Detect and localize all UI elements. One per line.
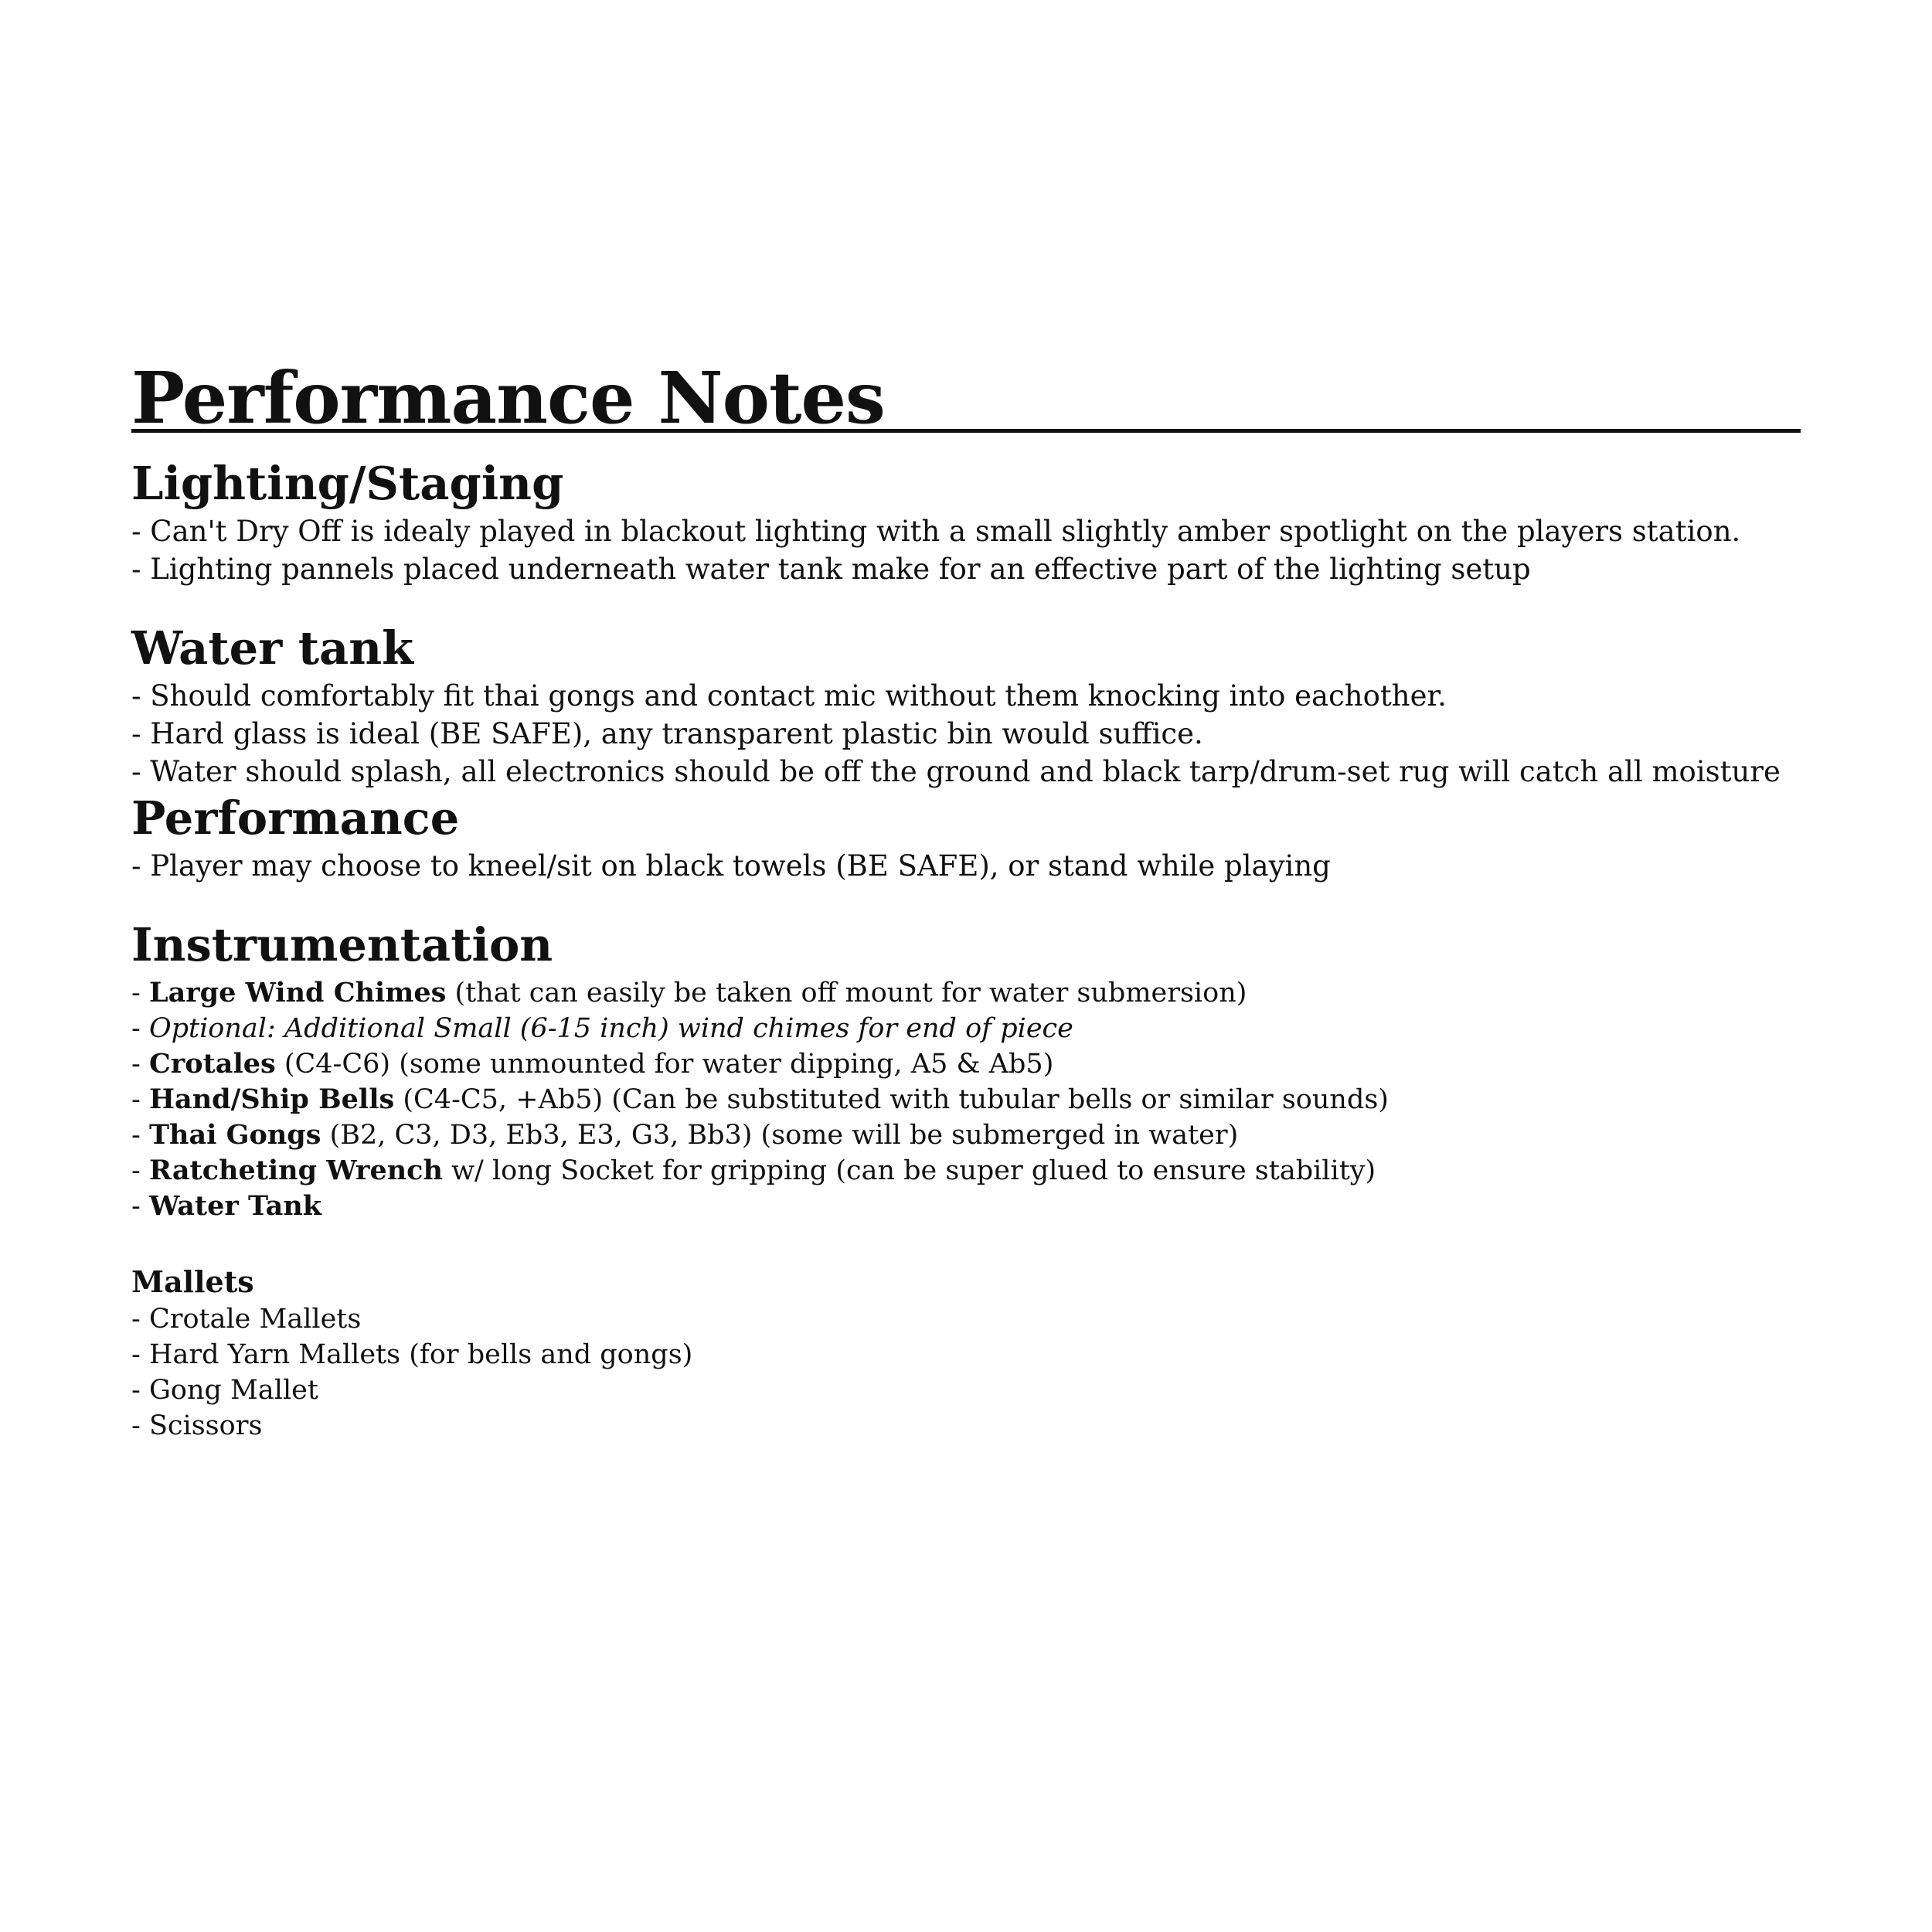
- mallet-item: - Gong Mallet: [131, 1375, 318, 1406]
- water-tank-line-3: - Water should splash, all electronics should be off the ground and black tarp/drum-set rug will catch all moisture: [131, 755, 1781, 788]
- instrumentation-heading: Instrumentation: [131, 918, 553, 971]
- lighting-heading: Lighting/Staging: [131, 457, 564, 510]
- water-tank-heading: Water tank: [131, 621, 414, 675]
- instrument-name: Thai Gongs: [148, 1119, 321, 1151]
- instrument-name: Ratcheting Wrench: [148, 1155, 443, 1186]
- instrument-item: - Hand/Ship Bells (C4-C5, +Ab5) (Can be substituted with tubular bells or similar sounds): [131, 1083, 1389, 1115]
- instrument-name: Water Tank: [148, 1190, 322, 1222]
- water-tank-line-2: - Hard glass is ideal (BE SAFE), any transparent plastic bin would suffice.: [131, 717, 1203, 750]
- instrument-item: - Water Tank: [131, 1190, 322, 1222]
- title-row: [131, 352, 1801, 440]
- performance-heading: Performance: [131, 791, 460, 845]
- instrument-item: - Ratcheting Wrench w/ long Socket for gripping (can be super glued to ensure stability): [131, 1155, 1376, 1186]
- mallet-item: - Crotale Mallets: [131, 1304, 362, 1335]
- page-title: Performance Notes: [131, 356, 885, 440]
- mallets-heading: Mallets: [131, 1264, 254, 1299]
- performance-notes-page: [131, 352, 1801, 1444]
- instrument-item: - Crotales (C4-C6) (some unmounted for water dipping, A5 & Ab5): [131, 1048, 1054, 1080]
- optional-note: Optional: Additional Small (6-15 inch) wind chimes for end of piece: [148, 1013, 1073, 1044]
- mallet-item: - Hard Yarn Mallets (for bells and gongs): [131, 1339, 693, 1370]
- instrument-item: - Large Wind Chimes (that can easily be taken off mount for water submersion): [131, 977, 1247, 1009]
- instrument-item-optional: - Optional: Additional Small (6-15 inch) wind chimes for end of piece: [131, 1013, 1073, 1044]
- instrument-name: Crotales: [148, 1048, 276, 1080]
- instrument-name: Large Wind Chimes: [148, 977, 447, 1009]
- lighting-line-2: - Lighting pannels placed underneath water tank make for an effective part of the lighting setup: [131, 553, 1531, 586]
- instrument-item: - Thai Gongs (B2, C3, D3, Eb3, E3, G3, Bb3) (some will be submerged in water): [131, 1119, 1239, 1151]
- performance-line-1: - Player may choose to kneel/sit on black towels (BE SAFE), or stand while playing: [131, 849, 1331, 883]
- lighting-line-1: - Can't Dry Off is idealy played in blackout lighting with a small slightly amber spotlight on the players station.: [131, 515, 1741, 548]
- instrument-name: Hand/Ship Bells: [148, 1083, 395, 1115]
- mallet-item: - Scissors: [131, 1410, 263, 1441]
- water-tank-line-1: - Should comfortably fit thai gongs and contact mic without them knocking into eachother.: [131, 679, 1447, 713]
